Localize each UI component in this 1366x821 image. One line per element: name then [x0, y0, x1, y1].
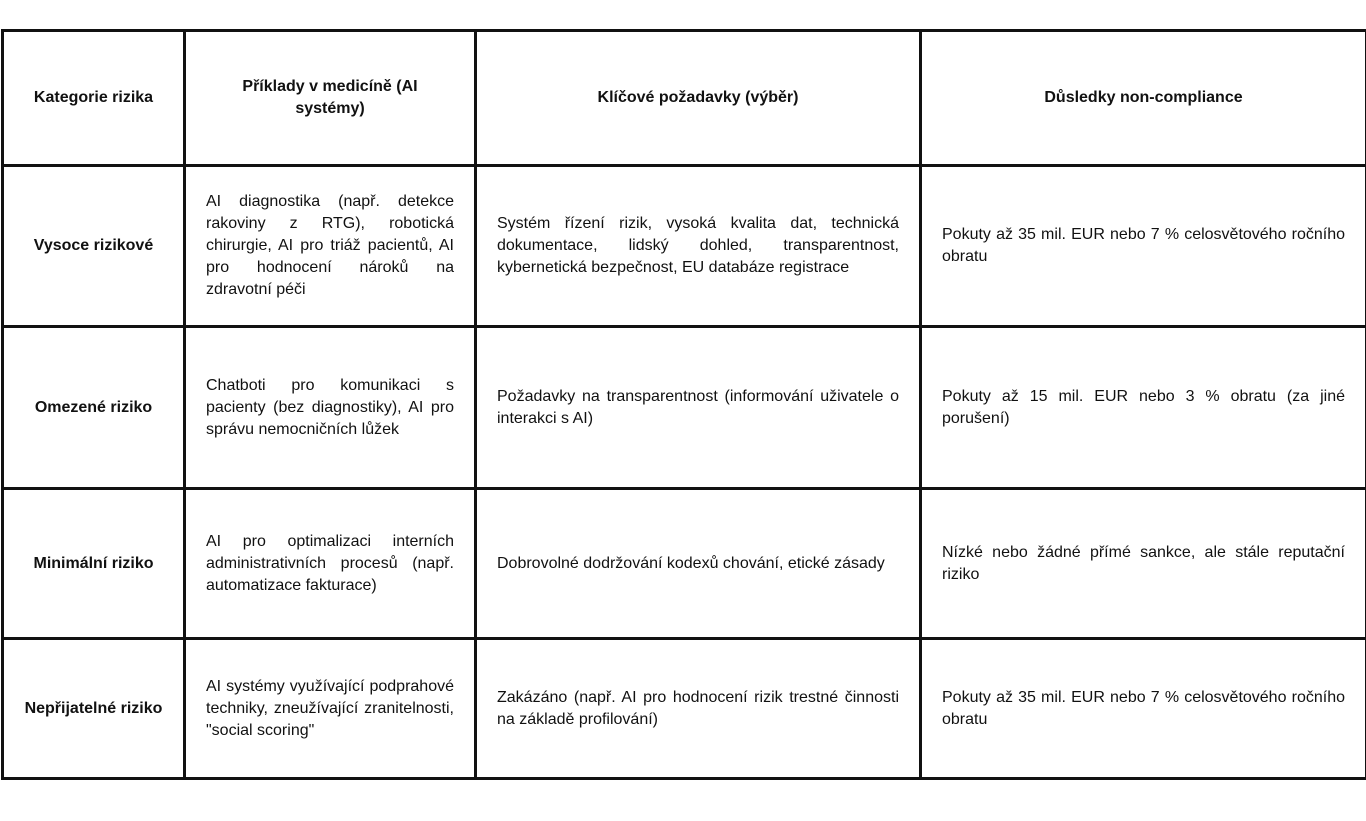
consequences-cell: Pokuty až 15 mil. EUR nebo 3 % obratu (za jiné porušení) [921, 327, 1366, 489]
risk-category-cell: Nepřijatelné riziko [3, 639, 185, 779]
requirements-cell: Systém řízení rizik, vysoká kvalita dat, technická dokumentace, lidský dohled, transparentnost, kybernetická bezpečnost, EU databáze registrace [476, 166, 921, 327]
header-key-requirements: Klíčové požadavky (výběr) [476, 31, 921, 166]
risk-category-cell: Vysoce rizikové [3, 166, 185, 327]
consequences-cell: Pokuty až 35 mil. EUR nebo 7 % celosvětového ročního obratu [921, 639, 1366, 779]
examples-cell: AI systémy využívající podprahové techniky, zneužívající zranitelnosti, "social scoring" [185, 639, 476, 779]
table-row [3, 166, 1366, 327]
requirements-cell: Požadavky na transparentnost (informování uživatele o interakci s AI) [476, 327, 921, 489]
table-row [3, 327, 1366, 489]
table-row [3, 639, 1366, 779]
examples-cell: AI diagnostika (např. detekce rakoviny z RTG), robotická chirurgie, AI pro triáž pacientů, AI pro hodnocení nároků na zdravotní péči [185, 166, 476, 327]
consequences-cell: Nízké nebo žádné přímé sankce, ale stále reputační riziko [921, 489, 1366, 639]
table-row [3, 489, 1366, 639]
risk-category-table [1, 29, 1366, 780]
header-risk-category: Kategorie rizika [3, 31, 185, 166]
requirements-cell: Zakázáno (např. AI pro hodnocení rizik trestné činnosti na základě profilování) [476, 639, 921, 779]
header-medical-examples: Příklady v medicíně (AI systémy) [185, 31, 476, 166]
header-non-compliance-consequences: Důsledky non-compliance [921, 31, 1366, 166]
examples-cell: Chatboti pro komunikaci s pacienty (bez diagnostiky), AI pro správu nemocničních lůžek [185, 327, 476, 489]
risk-category-cell: Minimální riziko [3, 489, 185, 639]
examples-cell: AI pro optimalizaci interních administrativních procesů (např. automatizace fakturace) [185, 489, 476, 639]
requirements-cell: Dobrovolné dodržování kodexů chování, etické zásady [476, 489, 921, 639]
consequences-cell: Pokuty až 35 mil. EUR nebo 7 % celosvětového ročního obratu [921, 166, 1366, 327]
table-header-row [3, 31, 1366, 166]
risk-category-cell: Omezené riziko [3, 327, 185, 489]
